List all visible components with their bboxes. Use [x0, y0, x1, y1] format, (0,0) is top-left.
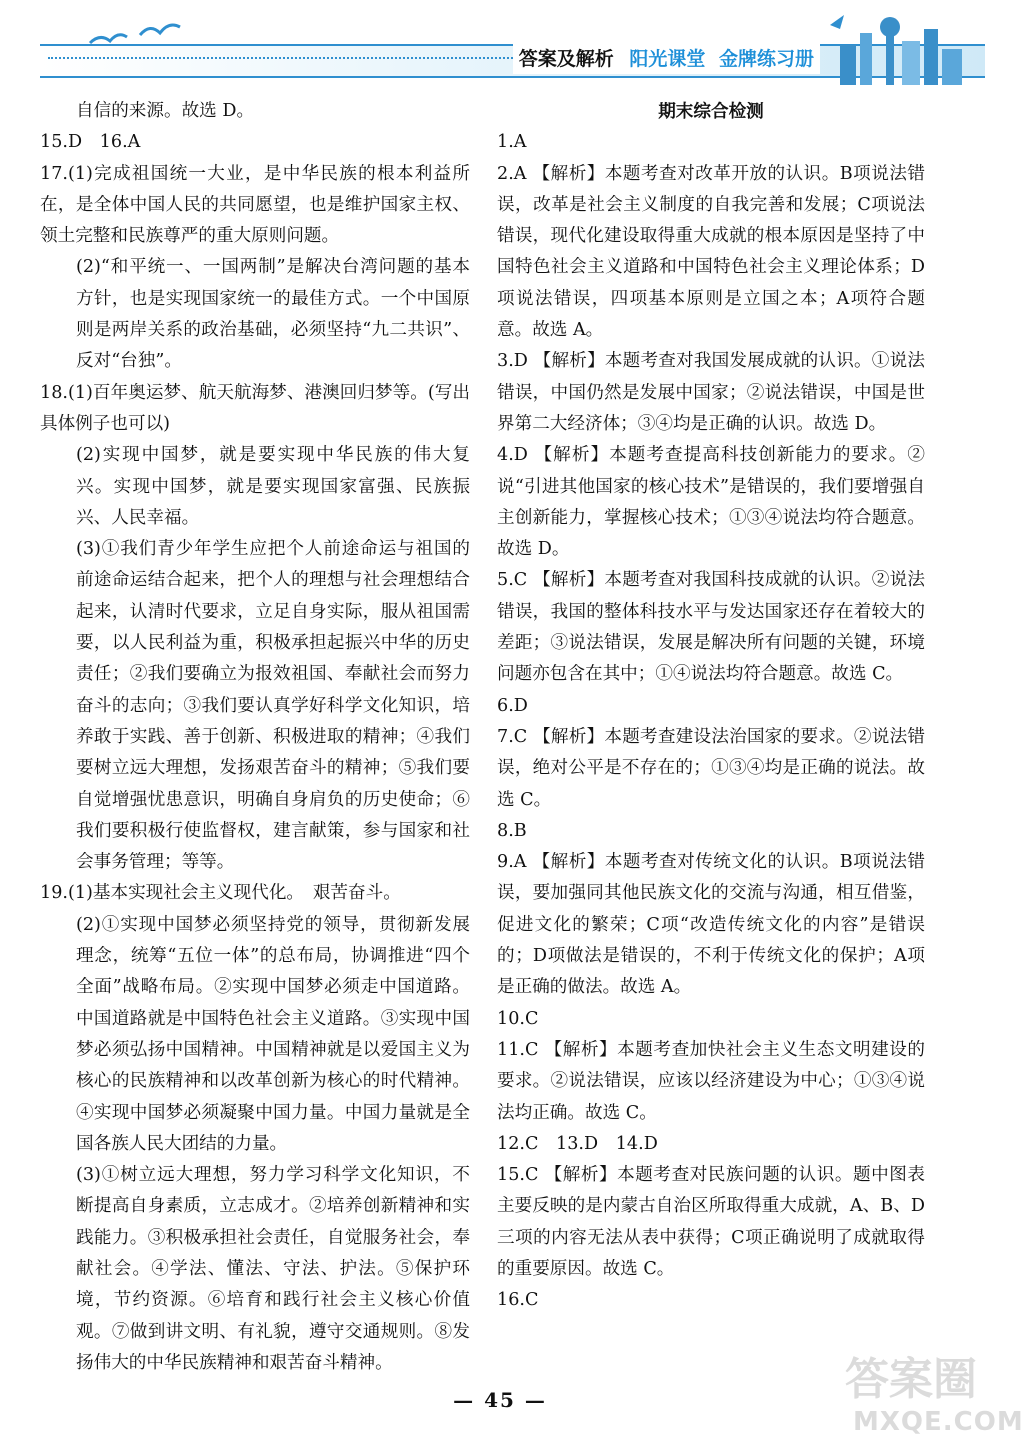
answer-item: 8.B: [497, 820, 527, 841]
answer-item: (2)实现中国梦，就是要实现中华民族的伟大复兴。实现中国梦，就是要实现国家富强、民族振兴、人民幸福。: [76, 445, 470, 528]
answer-item: 1.A: [497, 132, 527, 153]
answer-item: 6.D: [497, 695, 528, 716]
answers-label: 答案及解析: [518, 48, 614, 70]
brand-name: 阳光课堂: [629, 48, 706, 70]
section-title: 期末综合检测: [658, 101, 764, 122]
answer-item: 16.C: [497, 1290, 539, 1311]
answer-item: 15.D 16.A: [40, 132, 141, 153]
header-title: [513, 44, 820, 74]
answer-item: 3.D 【解析】本题考查对我国发展成就的认识。①说法错误，中国仍然是发展中国家；②说法错误，中国是世界第二大经济体；③④均是正确的认识。故选 D。: [497, 351, 925, 434]
answer-item: 10.C: [497, 1008, 539, 1029]
answer-item: 18.(1)百年奥运梦、航天航海梦、港澳回归梦等。(写出具体例子也可以): [40, 382, 470, 434]
answer-item: 5.C 【解析】本题考查对我国科技成就的认识。②说法错误，我国的整体科技水平与发达国家还存在着较大的差距；③说法错误，发展是解决所有问题的关键，环境问题亦包含在其中；①④说法均符合题意。故选 C。: [497, 570, 925, 685]
page-header: [40, 0, 985, 90]
answer-item: 19.(1)基本实现社会主义现代化。 艰苦奋斗。: [40, 883, 401, 904]
answer-item: 11.C 【解析】本题考查加快社会主义生态文明建设的要求。②说法错误，应该以经济建设为中心；①③④说法均正确。故选 C。: [497, 1039, 925, 1123]
left-column: [40, 96, 470, 1379]
brand-subtitle: 金牌练习册: [718, 48, 814, 70]
answer-item: 7.C 【解析】本题考查建设法治国家的要求。②说法错误，绝对公平是不存在的；①③④均是正确的说法。故选 C。: [497, 726, 925, 810]
answer-item: 自信的来源。故选 D。: [76, 101, 255, 121]
answer-item: (3)①树立远大理想，努力学习科学文化知识，不断提高自身素质，立志成才。②培养创新精神和实践能力。③积极承担社会责任，自觉服务社会，奉献社会。④学法、懂法、守法、护法。⑤保护环境，节约资源。⑥培育和践行社会主义核心价值观。⑦做到讲文明、有礼貌，遵守交通规则。⑧发扬伟大的中华民族精神和艰苦奋斗精神。: [76, 1165, 470, 1373]
answer-item: (3)①我们青少年学生应把个人前途命运与祖国的前途命运结合起来，把个人的理想与社会理想结合起来，认清时代要求，立足自身实际，服从祖国需要，以人民利益为重，积极承担起振兴中华的历史责任；②我们要确立为报效祖国、奉献社会而努力奋斗的志向；③我们要认真学好科学文化知识，培养敢于实践、善于创新、积极进取的精神；④我们要树立远大理想，发扬艰苦奋斗的精神；⑤我们要自觉增强忧患意识，明确自身肩负的历史使命；⑥我们要积极行使监督权，建言献策，参与国家和社会事务管理；等等。: [76, 539, 470, 873]
watermark-text: 答案圈: [845, 1354, 977, 1405]
answer-item: 2.A 【解析】本题考查对改革开放的认识。B项说法错误，改革是社会主义制度的自我完善和发展；C项说法错误，现代化建设取得重大成就的根本原因是坚持了中国特色社会主义道路和中国特色社会主义理论体系；D项说法错误，四项基本原则是立国之本；A项符合题意。故选 A。: [497, 163, 925, 341]
city-skyline-icon: [820, 5, 985, 85]
answer-item: (2)①实现中国梦必须坚持党的领导，贯彻新发展理念，统筹“五位一体”的总布局，协调推进“四个全面”战略布局。②实现中国梦必须走中国道路。中国道路就是中国特色社会主义道路。③实现中国梦必须弘扬中国精神。中国精神就是以爱国主义为核心的民族精神和以改革创新为核心的时代精神。④实现中国梦必须凝聚中国力量。中国力量就是全国各族人民大团结的力量。: [76, 914, 470, 1154]
page-number: — 45 —: [453, 1388, 547, 1412]
watermark-url: MXQE.COM: [853, 1407, 1024, 1437]
right-column: [497, 96, 925, 1317]
answer-item: 4.D 【解析】本题考查提高科技创新能力的要求。②说“引进其他国家的核心技术”是错误的，我们要增强自主创新能力，掌握核心技术；①③④说法均符合题意。故选 D。: [497, 445, 925, 560]
birds-icon: [85, 15, 195, 55]
watermark-logo: [845, 1354, 1024, 1445]
answer-item: 12.C 13.D 14.D: [497, 1133, 658, 1154]
answer-item: 15.C 【解析】本题考查对民族问题的认识。题中图表主要反映的是内蒙古自治区所取得重大成就，A、B、D三项的内容无法从表中获得；C项正确说明了成就取得的重要原因。故选 C。: [497, 1165, 925, 1279]
answer-item: 17.(1)完成祖国统一大业，是中华民族的根本利益所在，是全体中国人民的共同愿望，也是维护国家主权、领土完整和民族尊严的重大原则问题。: [40, 163, 470, 247]
answer-item: (2)“和平统一、一国两制”是解决台湾问题的基本方针，也是实现国家统一的最佳方式。一个中国原则是两岸关系的政治基础，必须坚持“九二共识”、反对“台独”。: [76, 257, 470, 372]
answer-item: 9.A 【解析】本题考查对传统文化的认识。B项说法错误，要加强同其他民族文化的交流与沟通，相互借鉴，促进文化的繁荣；C项“改造传统文化的内容”是错误的；D项做法是错误的，不利于传统文化的保护；A项是正确的做法。故选 A。: [497, 852, 925, 998]
right-items: [497, 127, 925, 1316]
